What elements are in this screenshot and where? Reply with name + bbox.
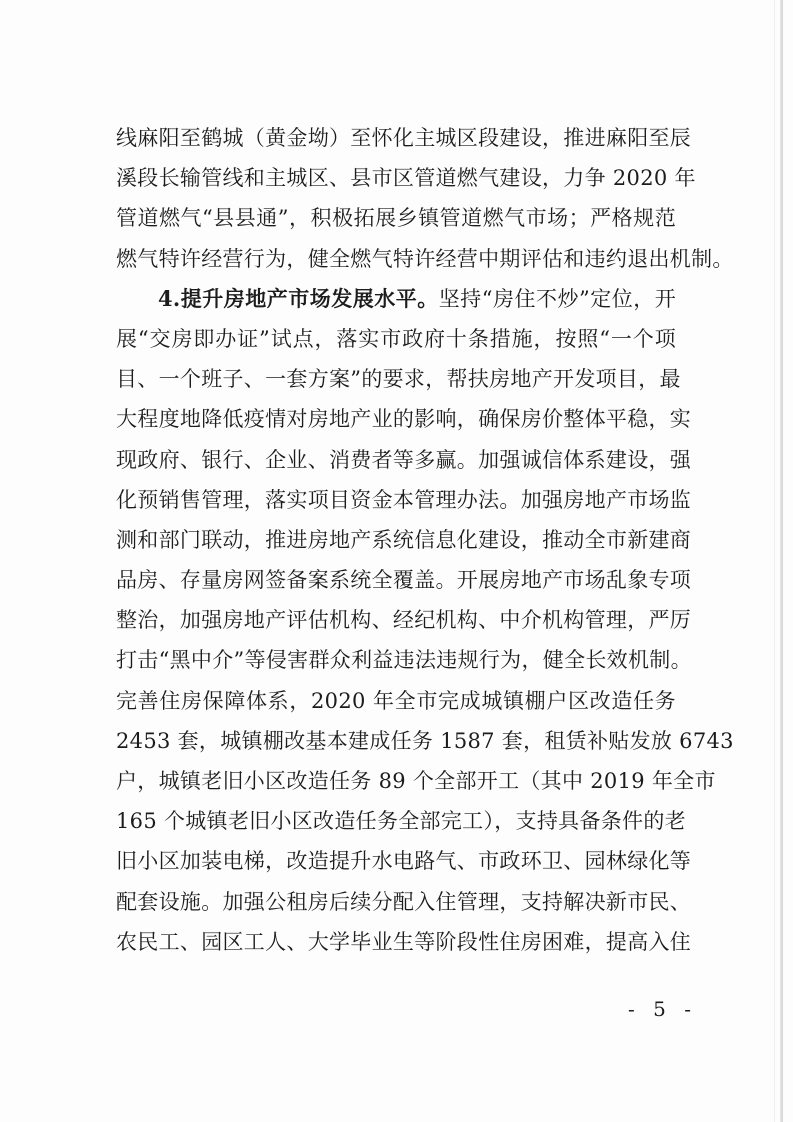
paragraph2-line-5: 现政府、银行、企业、消费者等多赢。加强诚信体系建设，强: [116, 447, 692, 472]
section-heading: 4.提升房地产市场发展水平。: [158, 285, 439, 311]
paragraph2-line-9: 整治，加强房地产评估机构、经纪机构、中介机构管理，严厉: [116, 608, 692, 633]
paragraph1-line-1: 线麻阳至鹤城（黄金坳）至怀化主城区段建设，推进麻阳至辰: [116, 126, 692, 150]
page-edge-shadow-inner: [774, 0, 775, 1122]
paragraph2-line-8: 品房、存量房网签备案系统全覆盖。开展房地产市场乱象专项: [116, 568, 692, 593]
paragraph1-line-2: 溪段长输管线和主城区、县市区管道燃气建设，力争 2020 年: [116, 166, 696, 191]
paragraph2-line-7: 测和部门联动，推进房地产系统信息化建设，推动全市新建商: [116, 527, 692, 552]
paragraph2-line-15: 旧小区加装电梯，改造提升水电路气、市政环卫、园林绿化等: [116, 849, 692, 874]
paragraph2-line-6: 化预销售管理，落实项目资金本管理办法。加强房地产市场监: [116, 487, 692, 512]
paragraph1-line-4: 燃气特许经营行为，健全燃气特许经营中期评估和违约退出机制。: [116, 246, 734, 271]
paragraph1-line-3: 管道燃气“县县通”，积极拓展乡镇管道燃气市场；严格规范: [116, 206, 676, 231]
paragraph2-line-10: 打击“黑中介”等侵害群众利益违法违规行为，健全长效机制。: [116, 648, 692, 673]
paragraph2-line-11: 完善住房保障体系，2020 年全市完成城镇棚户区改造任务: [116, 688, 676, 713]
paragraph2-line-1: [116, 279, 676, 319]
paragraph2-line-1-text: 坚持“房住不炒”定位，开: [438, 286, 677, 311]
paragraph2-line-17: 农民工、园区工人、大学毕业生等阶段性住房困难，提高入住: [116, 929, 692, 954]
body-text: [116, 118, 734, 962]
paragraph2-line-13: 户，城镇老旧小区改造任务 89 个全部开工（其中 2019 年全市: [116, 769, 716, 793]
paragraph2-line-3: 目、一个班子、一套方案”的要求，帮扶房地产开发项目，最: [116, 367, 681, 392]
paragraph2-line-12: 2453 套，城镇棚改基本建成任务 1587 套，租赁补贴发放 6743: [116, 728, 734, 753]
paragraph2-line-4: 大程度地降低疫情对房地产业的影响，确保房价整体平稳，实: [116, 407, 692, 432]
page-number: - 5 -: [628, 997, 697, 1021]
page-edge-shadow: [780, 0, 783, 1122]
paragraph2-line-16: 配套设施。加强公租房后续分配入住管理，支持解决新市民、: [116, 889, 692, 914]
paragraph2-line-2: 展“交房即办证”试点，落实市政府十条措施，按照“一个项: [116, 326, 676, 351]
paragraph2-line-14: 165 个城镇老旧小区改造任务全部完工），支持具备条件的老: [116, 809, 686, 834]
